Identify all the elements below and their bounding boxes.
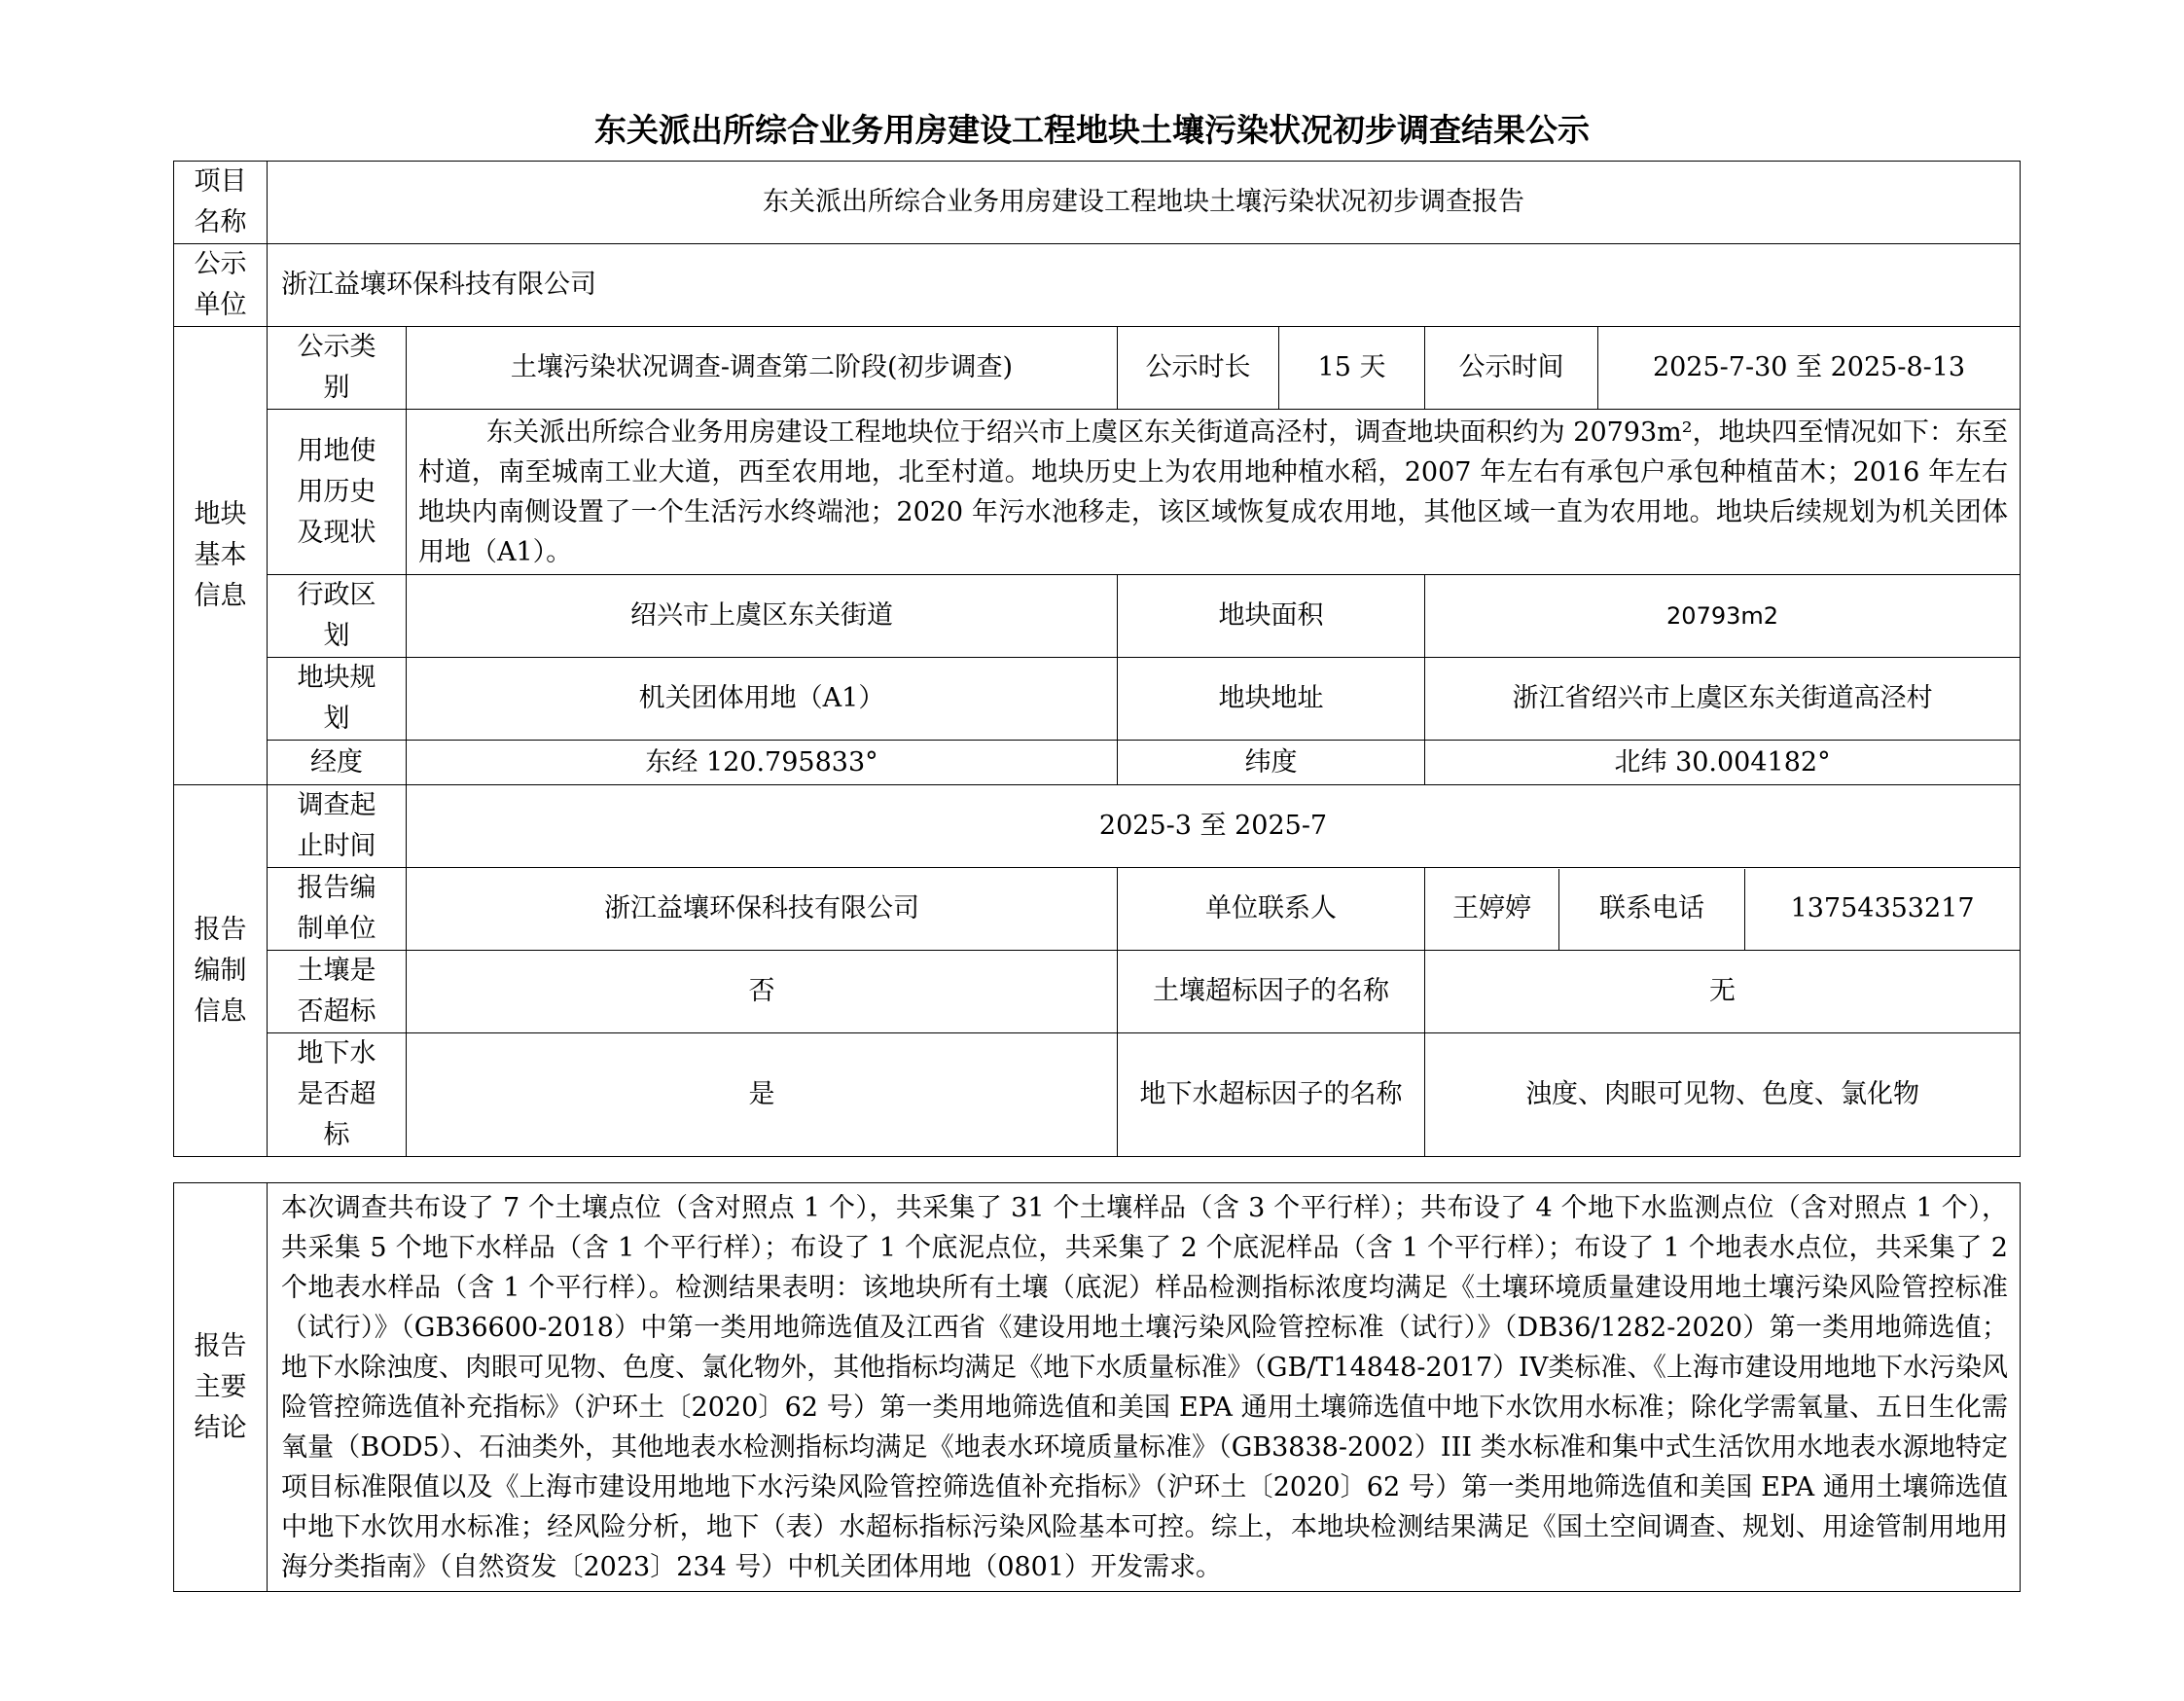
plan-row: [174, 658, 2021, 741]
area-label: 地块面积: [1118, 575, 1425, 658]
plan-value: 机关团体用地（A1）: [407, 658, 1118, 741]
site-info-section-label: 地块基本信息: [174, 327, 268, 785]
project-value: 东关派出所综合业务用房建设工程地块土壤污染状况初步调查报告: [268, 162, 2021, 244]
phone-value: 13754353217: [1790, 893, 1975, 923]
period-value: 2025-7-30 至 2025-8-13: [1598, 327, 2021, 410]
contact-label: 单位联系人: [1118, 868, 1425, 951]
longitude-label: 经度: [268, 741, 407, 785]
survey-time-label: 调查起止时间: [268, 785, 407, 868]
coordinates-row: [174, 741, 2021, 785]
area-value: 20793m2: [1425, 575, 2021, 658]
history-label: 用地使用历史及现状: [268, 410, 407, 575]
report-org-row: [174, 868, 2021, 951]
report-org-value: 浙江益壤环保科技有限公司: [407, 868, 1118, 951]
soil-exceed-label: 土壤是否超标: [268, 951, 407, 1033]
contact-phone-group: [1425, 869, 2020, 950]
conclusion-row: [174, 1183, 2021, 1592]
groundwater-factor-label: 地下水超标因子的名称: [1118, 1033, 1425, 1157]
district-label: 行政区划: [268, 575, 407, 658]
info-table: [173, 161, 2021, 1157]
groundwater-exceed-value: 是: [407, 1033, 1118, 1157]
period-label: 公示时间: [1425, 327, 1598, 410]
report-org-label: 报告编制单位: [268, 868, 407, 951]
project-label: 项目名称: [174, 162, 268, 244]
publication-type-value: 土壤污染状况调查-调查第二阶段(初步调查): [407, 327, 1118, 410]
soil-exceed-value: 否: [407, 951, 1118, 1033]
latitude-label: 纬度: [1118, 741, 1425, 785]
conclusion-table: [173, 1182, 2021, 1592]
groundwater-exceed-label: 地下水是否超标: [268, 1033, 407, 1157]
phone-label: 联系电话: [1559, 869, 1745, 950]
groundwater-factor-value: 浊度、肉眼可见物、色度、氯化物: [1425, 1033, 2021, 1157]
publisher-row: [174, 244, 2021, 327]
longitude-value: 东经 120.795833°: [407, 741, 1118, 785]
publication-type-row: [174, 327, 2021, 410]
duration-label: 公示时长: [1118, 327, 1279, 410]
project-row: [174, 162, 2021, 244]
conclusion-label: 报告主要结论: [174, 1183, 268, 1592]
history-row: [174, 410, 2021, 575]
district-row: [174, 575, 2021, 658]
contact-phone-cell: [1425, 868, 2021, 951]
district-value: 绍兴市上虞区东关街道: [407, 575, 1118, 658]
latitude-value: 北纬 30.004182°: [1425, 741, 2021, 785]
survey-time-value: 2025-3 至 2025-7: [407, 785, 2021, 868]
report-info-section-label: 报告编制信息: [174, 785, 268, 1157]
plan-label: 地块规划: [268, 658, 407, 741]
publisher-label: 公示单位: [174, 244, 268, 327]
contact-value: 王婷婷: [1425, 869, 1559, 950]
soil-factor-label: 土壤超标因子的名称: [1118, 951, 1425, 1033]
publisher-value: 浙江益壤环保科技有限公司: [268, 244, 2021, 327]
address-value: 浙江省绍兴市上虞区东关街道高泾村: [1425, 658, 2021, 741]
conclusion-text: 本次调查共布设了 7 个土壤点位（含对照点 1 个），共采集了 31 个土壤样品（含 3 个平行样）；共布设了 4 个地下水监测点位（含对照点 1 个），共采集 5 个地下水样品（含 1 个平行样）；布设了 1 个底泥点位，共采集了 2 个底泥样品（含 1 个平行样）；布设了 1 个地表水点位，共采集了 2 个地表水样品（含 1 个平行样）。检测结果表明：该地块所有土壤（底泥）样品检测指标浓度均满足《土壤环境质量建设用地土壤污染风险管控标准（试行）》（GB36600-2018）中第一类用地筛选值及江西省《建设用地土壤污染风险管控标准（试行）》（DB36/1282-2020）第一类用地筛选值；地下水除浊度、肉眼可见物、色度、氯化物外，其他指标均满足《地下水质量标准》（GB/T14848-2017）IV类标准、《上海市建设用地地下水污染风险管控筛选值补充指标》（沪环土〔2020〕62 号）第一类用地筛选值和美国 EPA 通用土壤筛选值中地下水饮用水标准；除化学需氧量、五日生化需氧量（BOD5）、石油类外，其他地表水检测指标均满足《地表水环境质量标准》（GB3838-2002）III 类水标准和集中式生活饮用水地表水源地特定项目标准限值以及《上海市建设用地地下水污染风险管控筛选值补充指标》（沪环土〔2020〕62 号）第一类用地筛选值和美国 EPA 通用土壤筛选值中地下水饮用水标准；经风险分析，地下（表）水超标指标污染风险基本可控。综上，本地块检测结果满足《国土空间调查、规划、用途管制用地用海分类指南》（自然资发〔2023〕234 号）中机关团体用地（0801）开发需求。: [268, 1183, 2021, 1592]
survey-time-row: [174, 785, 2021, 868]
publication-type-label: 公示类别: [268, 327, 407, 410]
soil-factor-value: 无: [1425, 951, 2021, 1033]
duration-value: 15 天: [1279, 327, 1425, 410]
page-title: 东关派出所综合业务用房建设工程地块土壤污染状况初步调查结果公示: [594, 111, 1590, 149]
address-label: 地块地址: [1118, 658, 1425, 741]
history-text: 东关派出所综合业务用房建设工程地块位于绍兴市上虞区东关街道高泾村，调查地块面积约为 20793m²，地块四至情况如下：东至村道，南至城南工业大道，西至农用地，北至村道。地块历史上为农用地种植水稻，2007 年左右有承包户承包种植苗木；2016 年左右地块内南侧设置了一个生活污水终端池；2020 年污水池移走，该区域恢复成农用地，其他区域一直为农用地。地块后续规划为机关团体用地（A1）。: [418, 416, 2009, 567]
history-text-cell: [407, 410, 2021, 575]
soil-exceed-row: [174, 951, 2021, 1033]
groundwater-exceed-row: [174, 1033, 2021, 1157]
